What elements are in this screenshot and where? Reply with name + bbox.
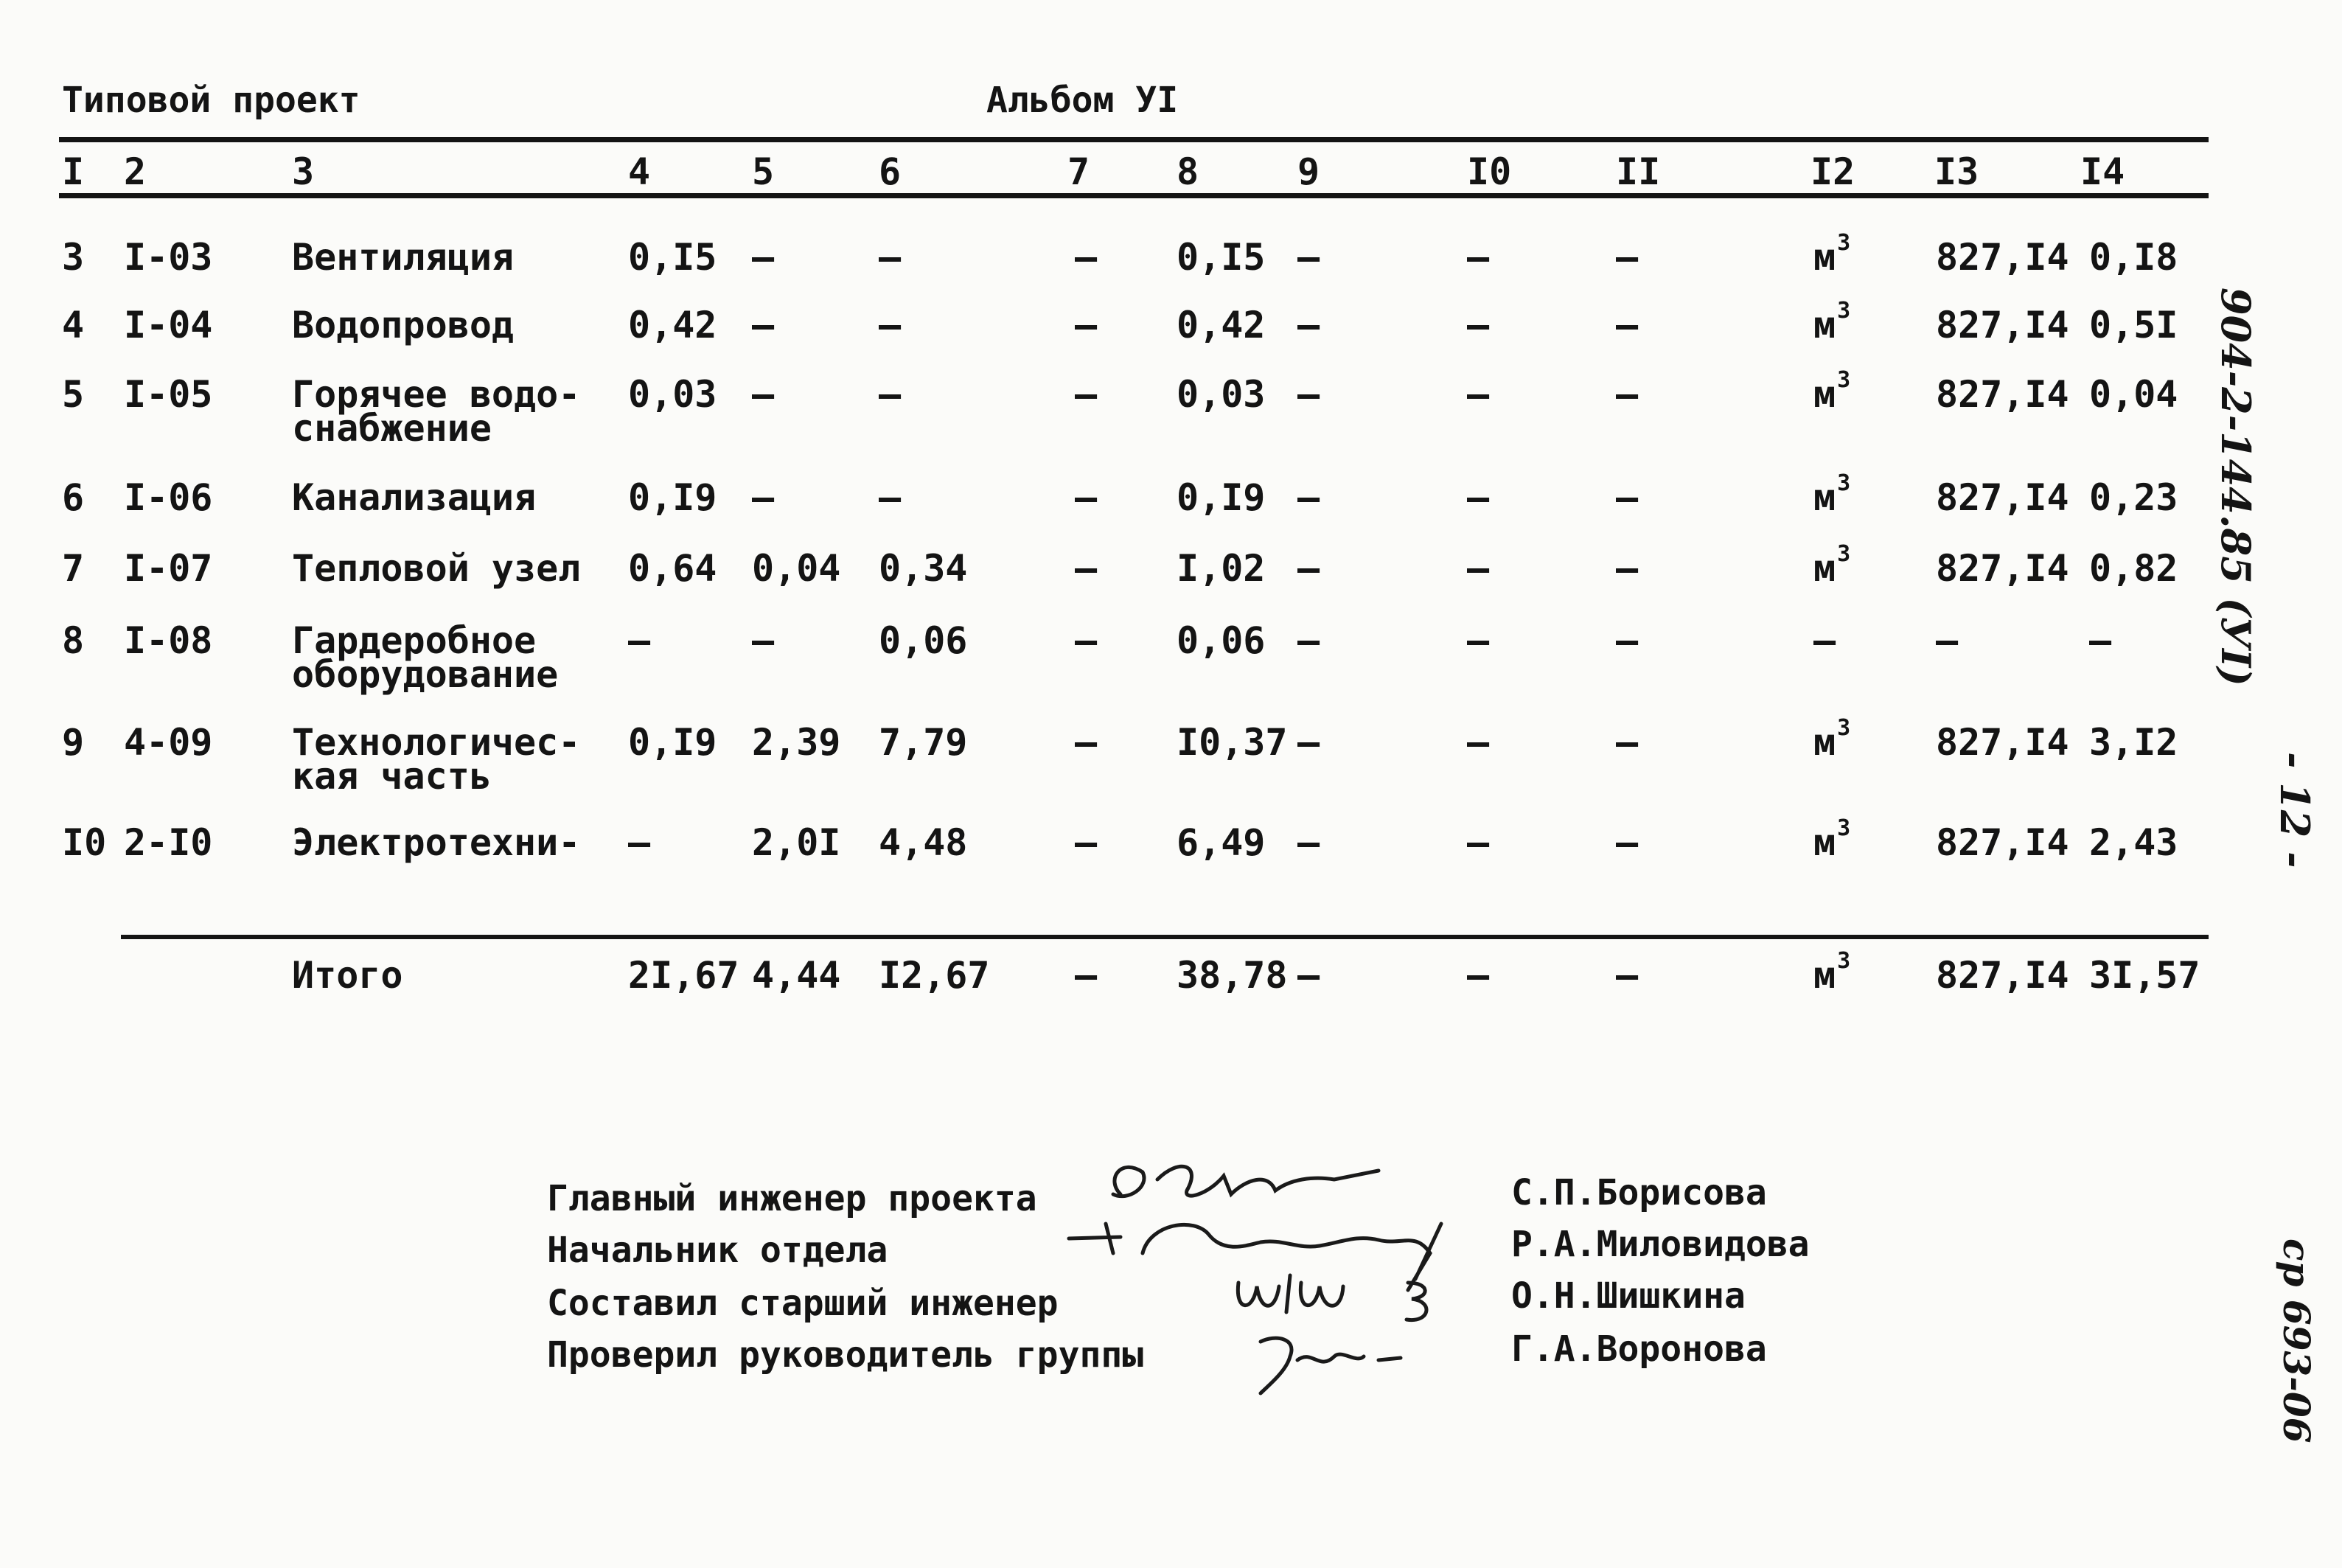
table-cell-c9: – bbox=[1297, 619, 1320, 662]
table-cell-name: Гардеробное оборудование bbox=[292, 619, 559, 696]
unit-exponent: 3 bbox=[1837, 815, 1851, 841]
column-number: I2 bbox=[1810, 150, 1855, 193]
table-cell-unit bbox=[1813, 298, 1851, 346]
table-cell-no: 8 bbox=[62, 619, 85, 662]
table-cell-no: 7 bbox=[62, 547, 85, 590]
table-cell-c7: – bbox=[1075, 373, 1098, 416]
table-cell-c8: I0,37 bbox=[1177, 721, 1288, 764]
unit-base: м bbox=[1813, 954, 1836, 997]
table-cell-name: Технологичес- кая часть bbox=[292, 721, 581, 798]
table-cell-c13: 827,I4 bbox=[1936, 373, 2069, 416]
column-number: 2 bbox=[124, 150, 147, 193]
table-cell-c4: 0,03 bbox=[628, 373, 717, 416]
table-cell-c7: – bbox=[1075, 476, 1098, 519]
table-cell-c4: 0,I9 bbox=[628, 476, 717, 519]
table-cell-c14: 2,43 bbox=[2089, 821, 2178, 864]
unit-exponent: 3 bbox=[1837, 948, 1851, 974]
table-cell-name: Вентиляция bbox=[292, 236, 515, 279]
table-cell-unit bbox=[1813, 815, 1851, 864]
table-cell-c11: – bbox=[1616, 373, 1639, 416]
table-cell-c13: 827,I4 bbox=[1936, 821, 2069, 864]
table-cell-c10: – bbox=[1467, 954, 1490, 997]
table-cell-c14: 3,I2 bbox=[2089, 721, 2178, 764]
header-project-label: Типовой проект bbox=[62, 80, 360, 121]
table-cell-c5: – bbox=[752, 236, 775, 279]
signature-person: О.Н.Шишкина bbox=[1511, 1275, 1746, 1317]
unit-exponent: 3 bbox=[1837, 230, 1851, 256]
table-cell-c10: – bbox=[1467, 304, 1490, 346]
table-cell-c6: 0,34 bbox=[879, 547, 968, 590]
table-cell-c13: – bbox=[1936, 619, 1959, 662]
table-cell-c14: 0,82 bbox=[2089, 547, 2178, 590]
table-cell-code: I-06 bbox=[124, 476, 213, 519]
column-number: 4 bbox=[628, 150, 651, 193]
table-cell-c5: 2,39 bbox=[752, 721, 841, 764]
column-number: II bbox=[1616, 150, 1661, 193]
unit-base: – bbox=[1813, 619, 1836, 662]
table-cell-c4: 0,64 bbox=[628, 547, 717, 590]
table-cell-c5: 0,04 bbox=[752, 547, 841, 590]
table-cell-c13: 827,I4 bbox=[1936, 236, 2069, 279]
signature-role: Начальник отдела bbox=[547, 1230, 888, 1271]
table-cell-no: 3 bbox=[62, 236, 85, 279]
column-number: I3 bbox=[1934, 150, 1979, 193]
table-cell-c9: – bbox=[1297, 954, 1320, 997]
unit-exponent: 3 bbox=[1837, 541, 1851, 567]
margin-stamp-note: ср 693-06 bbox=[2275, 1238, 2318, 1443]
table-cell-c4: 0,I5 bbox=[628, 236, 717, 279]
table-cell-c4: – bbox=[628, 821, 651, 864]
column-number: 8 bbox=[1177, 150, 1199, 193]
table-cell-c8: 0,03 bbox=[1177, 373, 1266, 416]
table-cell-c14: 0,04 bbox=[2089, 373, 2178, 416]
table-cell-code: I-05 bbox=[124, 373, 213, 416]
table-cell-c8: 0,I5 bbox=[1177, 236, 1266, 279]
table-cell-c5: – bbox=[752, 476, 775, 519]
table-cell-c11: – bbox=[1616, 721, 1639, 764]
table-cell-c13: 827,I4 bbox=[1936, 721, 2069, 764]
table-cell-c13: 827,I4 bbox=[1936, 954, 2069, 997]
unit-base: м bbox=[1813, 476, 1836, 519]
table-cell-c6: – bbox=[879, 236, 902, 279]
unit-base: м bbox=[1813, 821, 1836, 864]
column-number: 7 bbox=[1067, 150, 1090, 193]
signature-role: Главный инженер проекта bbox=[547, 1178, 1037, 1219]
table-cell-c9: – bbox=[1297, 821, 1320, 864]
table-cell-unit bbox=[1813, 470, 1851, 519]
table-cell-c7: – bbox=[1075, 619, 1098, 662]
unit-base: м bbox=[1813, 721, 1836, 764]
table-cell-c6: 7,79 bbox=[879, 721, 968, 764]
signature-person: Р.А.Миловидова bbox=[1511, 1224, 1810, 1265]
unit-exponent: 3 bbox=[1837, 470, 1851, 496]
table-cell-name: Электротехни- bbox=[292, 821, 581, 864]
table-cell-code: I-04 bbox=[124, 304, 213, 346]
table-cell-c7: – bbox=[1075, 304, 1098, 346]
table-cell-name: Горячее водо- снабжение bbox=[292, 373, 581, 450]
table-cell-c11: – bbox=[1616, 619, 1639, 662]
column-number: I bbox=[62, 150, 85, 193]
signature-person: С.П.Борисова bbox=[1511, 1172, 1767, 1213]
table-cell-c4: 2I,67 bbox=[628, 954, 739, 997]
table-cell-c9: – bbox=[1297, 476, 1320, 519]
table-cell-unit bbox=[1813, 619, 1837, 662]
table-cell-c8: 0,I9 bbox=[1177, 476, 1266, 519]
table-cell-c9: – bbox=[1297, 304, 1320, 346]
table-cell-c10: – bbox=[1467, 619, 1490, 662]
table-cell-c13: 827,I4 bbox=[1936, 304, 2069, 346]
table-cell-c14: 3I,57 bbox=[2089, 954, 2200, 997]
table-cell-c14: 0,5I bbox=[2089, 304, 2178, 346]
table-cell-c7: – bbox=[1075, 954, 1098, 997]
signature-role: Составил старший инженер bbox=[547, 1283, 1059, 1324]
signature-role: Проверил руководитель группы bbox=[547, 1334, 1144, 1376]
table-cell-code: I-08 bbox=[124, 619, 213, 662]
table-cell-unit bbox=[1813, 715, 1851, 764]
table-cell-name: Водопровод bbox=[292, 304, 515, 346]
table-cell-name: Итого bbox=[292, 954, 403, 997]
table-cell-c6: 0,06 bbox=[879, 619, 968, 662]
table-cell-c8: 0,42 bbox=[1177, 304, 1266, 346]
table-cell-c7: – bbox=[1075, 721, 1098, 764]
table-cell-c13: 827,I4 bbox=[1936, 547, 2069, 590]
unit-base: м bbox=[1813, 373, 1836, 416]
margin-page-number: - 12 - bbox=[2271, 752, 2318, 868]
table-cell-c6: – bbox=[879, 373, 902, 416]
table-cell-c10: – bbox=[1467, 547, 1490, 590]
table-cell-c11: – bbox=[1616, 821, 1639, 864]
table-cell-c5: – bbox=[752, 304, 775, 346]
table-cell-c10: – bbox=[1467, 373, 1490, 416]
table-cell-unit bbox=[1813, 948, 1851, 997]
column-number: I4 bbox=[2080, 150, 2125, 193]
handwritten-signature-3 bbox=[1231, 1268, 1452, 1334]
table-cell-c6: – bbox=[879, 304, 902, 346]
table-cell-code: I-07 bbox=[124, 547, 213, 590]
table-cell-c4: 0,I9 bbox=[628, 721, 717, 764]
table-cell-c8: 0,06 bbox=[1177, 619, 1266, 662]
table-cell-c11: – bbox=[1616, 954, 1639, 997]
unit-exponent: 3 bbox=[1837, 367, 1851, 393]
table-cell-c5: – bbox=[752, 619, 775, 662]
table-cell-c9: – bbox=[1297, 236, 1320, 279]
table-cell-c10: – bbox=[1467, 476, 1490, 519]
column-number: I0 bbox=[1467, 150, 1512, 193]
unit-base: м bbox=[1813, 547, 1836, 590]
table-cell-c10: – bbox=[1467, 721, 1490, 764]
table-cell-c10: – bbox=[1467, 821, 1490, 864]
table-cell-c8: 38,78 bbox=[1177, 954, 1288, 997]
column-number: 6 bbox=[879, 150, 902, 193]
table-cell-c7: – bbox=[1075, 821, 1098, 864]
table-cell-no: 6 bbox=[62, 476, 85, 519]
header-rule-bottom bbox=[59, 193, 2209, 198]
table-cell-c7: – bbox=[1075, 547, 1098, 590]
table-cell-c5: 4,44 bbox=[752, 954, 841, 997]
margin-doc-code: 904-2-144.85 (УI) bbox=[2212, 288, 2259, 686]
table-cell-c9: – bbox=[1297, 721, 1320, 764]
column-number: 9 bbox=[1297, 150, 1320, 193]
table-cell-code: I-03 bbox=[124, 236, 213, 279]
unit-base: м bbox=[1813, 236, 1836, 279]
table-cell-no: 4 bbox=[62, 304, 85, 346]
table-cell-c8: I,02 bbox=[1177, 547, 1266, 590]
table-cell-code: 2-I0 bbox=[124, 821, 213, 864]
table-cell-c6: 4,48 bbox=[879, 821, 968, 864]
table-cell-c5: 2,0I bbox=[752, 821, 841, 864]
handwritten-signature-4 bbox=[1246, 1327, 1408, 1401]
table-cell-unit bbox=[1813, 541, 1851, 590]
table-cell-unit bbox=[1813, 230, 1851, 279]
unit-exponent: 3 bbox=[1837, 715, 1851, 741]
table-cell-c14: 0,I8 bbox=[2089, 236, 2178, 279]
unit-base: м bbox=[1813, 304, 1836, 346]
table-cell-c6: – bbox=[879, 476, 902, 519]
table-cell-c9: – bbox=[1297, 373, 1320, 416]
total-rule bbox=[121, 935, 2209, 939]
table-cell-c11: – bbox=[1616, 547, 1639, 590]
header-album-label: Альбом УI bbox=[986, 80, 1179, 121]
table-cell-c10: – bbox=[1467, 236, 1490, 279]
table-cell-c11: – bbox=[1616, 304, 1639, 346]
table-cell-code: 4-09 bbox=[124, 721, 213, 764]
table-cell-c4: 0,42 bbox=[628, 304, 717, 346]
table-cell-no: I0 bbox=[62, 821, 107, 864]
table-cell-c13: 827,I4 bbox=[1936, 476, 2069, 519]
table-cell-c11: – bbox=[1616, 476, 1639, 519]
table-cell-name: Канализация bbox=[292, 476, 537, 519]
column-number: 5 bbox=[752, 150, 775, 193]
table-cell-c9: – bbox=[1297, 547, 1320, 590]
table-cell-no: 9 bbox=[62, 721, 85, 764]
header-rule-top bbox=[59, 137, 2209, 142]
table-cell-c6: I2,67 bbox=[879, 954, 990, 997]
signature-person: Г.А.Воронова bbox=[1511, 1328, 1767, 1370]
table-cell-c14: – bbox=[2089, 619, 2112, 662]
table-cell-c11: – bbox=[1616, 236, 1639, 279]
table-cell-unit bbox=[1813, 367, 1851, 416]
table-cell-c7: – bbox=[1075, 236, 1098, 279]
column-number: 3 bbox=[292, 150, 315, 193]
table-cell-c5: – bbox=[752, 373, 775, 416]
unit-exponent: 3 bbox=[1837, 298, 1851, 324]
table-cell-c8: 6,49 bbox=[1177, 821, 1266, 864]
table-cell-c4: – bbox=[628, 619, 651, 662]
table-cell-no: 5 bbox=[62, 373, 85, 416]
table-cell-c14: 0,23 bbox=[2089, 476, 2178, 519]
table-cell-name: Тепловой узел bbox=[292, 547, 581, 590]
